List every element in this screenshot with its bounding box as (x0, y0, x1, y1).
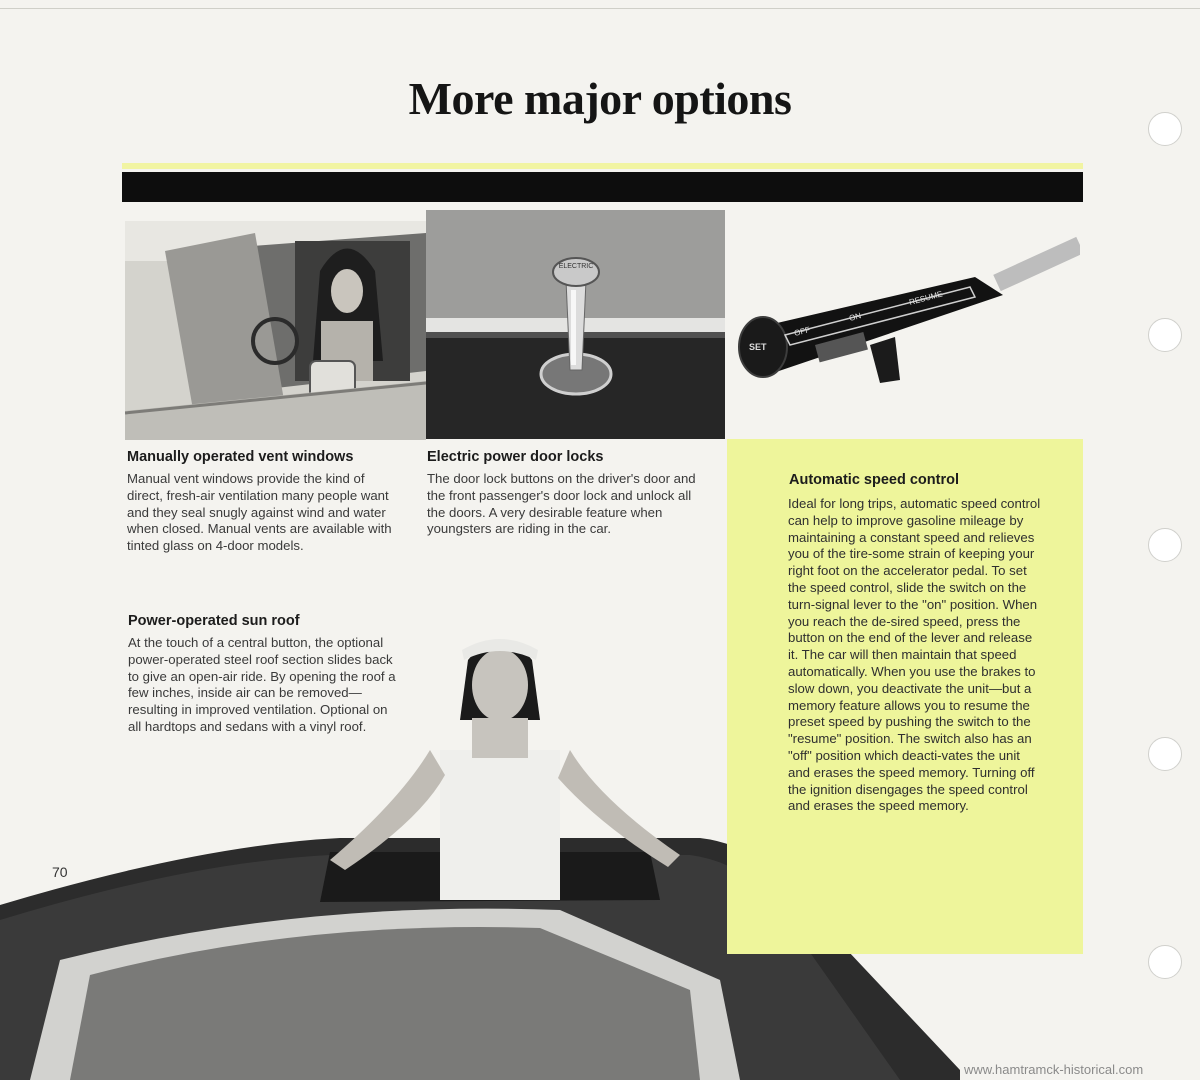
speed-control-text: Ideal for long trips, automatic speed control can help to improve gasoline mileage by maintaining a constant speed and relieves you of the tire-some strain of keeping your right foot on the accelerator pedal. To set the speed control, slide the switch on the turn-signal lever to the "on" position. When you reach the de-sired speed, press the button on the end of the lever and release it. The car will then maintain that speed automatically. When you use the brakes to slow down, you deactivate the unit—but a memory feature allows you to resume the preset speed by pushing the switch to the "resume" position. The switch also has an "off" position which deacti-vates the unit and erases the speed memory. Turning off the ignition disengages the speed control and erases the speed memory. (788, 496, 1041, 814)
yellow-rule (122, 163, 1083, 169)
vent-window-photo (125, 221, 426, 440)
binder-hole (1148, 945, 1182, 979)
door-lock-photo (426, 210, 725, 439)
top-rule (0, 8, 1200, 9)
lock-button-label: ELECTRIC (558, 263, 594, 270)
binder-hole (1148, 318, 1182, 352)
lever-on-label: ON (848, 311, 863, 323)
page-number: 70 (52, 864, 68, 880)
sun-roof-heading: Power-operated sun roof (128, 613, 300, 629)
lever-off-label: OFF (793, 325, 811, 338)
watermark: www.hamtramck-historical.com (964, 1062, 1144, 1077)
door-locks-text: The door lock buttons on the driver's door and the front passenger's door lock and unlock all the doors. A very desirable feature when youngsters are riding in the car. (427, 471, 696, 537)
page-title: More major options (408, 73, 792, 124)
vent-windows-heading: Manually operated vent windows (127, 449, 354, 465)
sun-roof-text: At the touch of a central button, the optional power-operated steel roof section slides back to give an open-air ride. By opening the roof a few inches, inside air can be removed—resulting in improved ventilation. Optional on all hardtops and sedans with a vinyl roof. (128, 635, 396, 734)
speed-control-lever-photo (735, 235, 1080, 395)
lever-set-label: SET (749, 342, 767, 352)
vent-windows-text: Manual vent windows provide the kind of direct, fresh-air ventilation many people want and they seal snugly against wind and water when closed. Manual vents are available with tinted glass on 4-door models. (127, 471, 392, 554)
binder-hole (1148, 112, 1182, 146)
door-locks-heading: Electric power door locks (427, 449, 604, 465)
lever-resume-label: RESUME (908, 289, 944, 307)
binder-hole (1148, 737, 1182, 771)
speed-control-heading: Automatic speed control (789, 472, 959, 488)
binder-hole (1148, 528, 1182, 562)
header-bar (122, 172, 1083, 202)
